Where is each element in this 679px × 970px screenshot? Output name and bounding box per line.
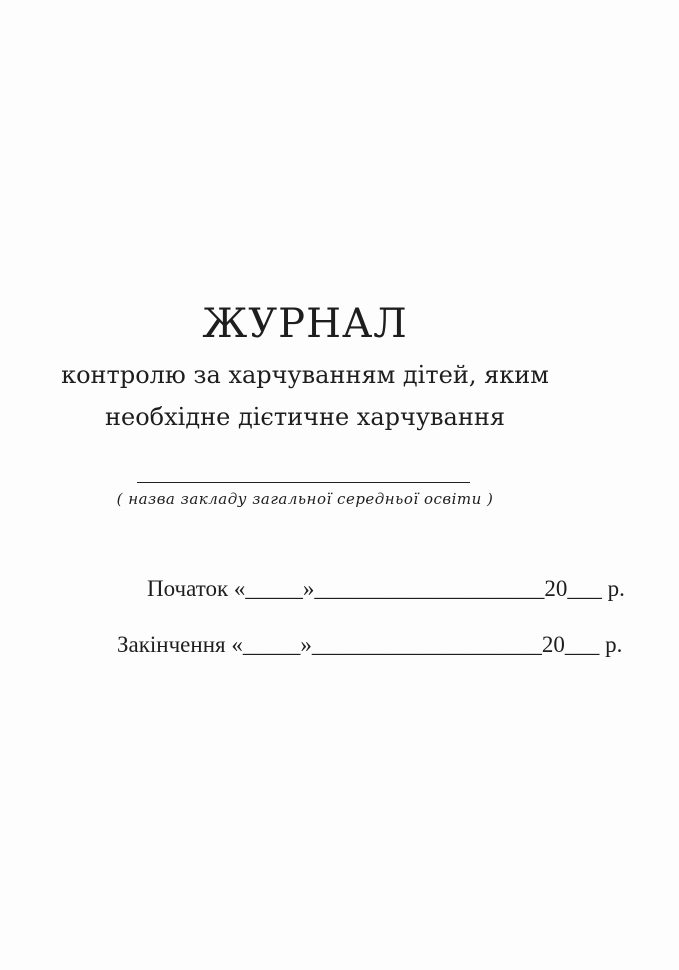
document-subtitle-line1: контролю за харчуванням дітей, яким <box>61 361 549 389</box>
start-date-row: Початок «_____»____________________20___ р. <box>147 576 625 601</box>
institution-name-blank-line <box>137 482 470 483</box>
document-subtitle-line2: необхідне дієтичне харчування <box>105 403 505 431</box>
end-date-row: Закінчення «_____»____________________20___ р. <box>117 632 623 657</box>
document-title: ЖУРНАЛ <box>202 301 408 347</box>
institution-name-caption: ( назва закладу загальної середньої освіти ) <box>116 490 494 508</box>
